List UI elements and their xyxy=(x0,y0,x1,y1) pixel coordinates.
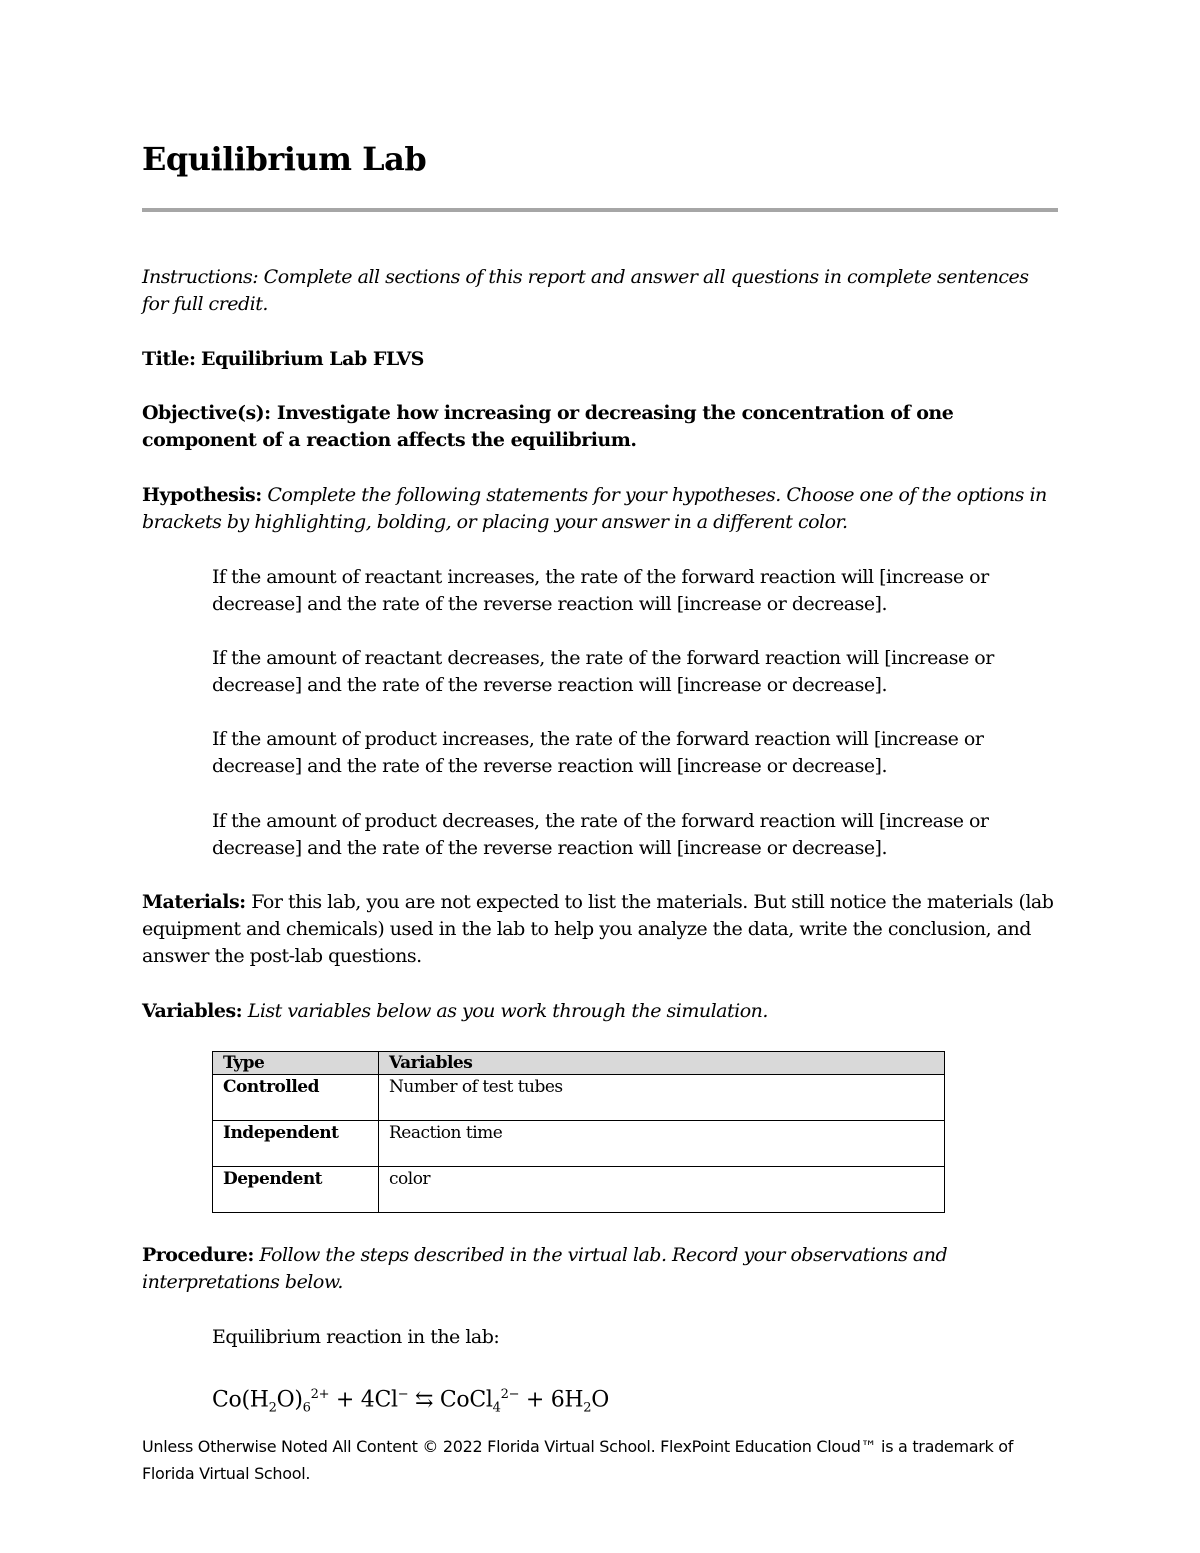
table-row xyxy=(213,1075,945,1121)
eq-superscript: 2+ xyxy=(310,1387,330,1402)
objective-label: Objective(s): xyxy=(142,402,271,424)
eq-part: O) xyxy=(276,1387,303,1413)
eq-subscript: 4 xyxy=(492,1400,501,1416)
table-header-row xyxy=(213,1052,945,1075)
table-cell-type: Independent xyxy=(213,1121,379,1167)
eq-part: + 6H xyxy=(519,1387,584,1413)
equilibrium-equation xyxy=(212,1378,609,1426)
table-header-variables: Variables xyxy=(379,1052,945,1075)
eq-part: O xyxy=(591,1387,610,1413)
hypothesis-text: Complete the following statements for your hypotheses. Choose one of the options in brackets by highlighting, bolding, or placing your answer in a different color. xyxy=(142,484,1047,533)
table-cell-value: Number of test tubes xyxy=(379,1075,945,1121)
materials-text: For this lab, you are not expected to list the materials. But still notice the materials (lab equipment and chemicals) used in the lab to help you analyze the data, write the conclusion, and answer the post-lab questions. xyxy=(142,891,1054,967)
procedure xyxy=(142,1242,1058,1296)
table-cell-value: color xyxy=(379,1167,945,1213)
variables-table xyxy=(212,1051,945,1213)
instructions: Instructions: Complete all sections of this report and answer all questions in complete sentences for full credit. xyxy=(142,266,1029,315)
table-cell-value: Reaction time xyxy=(379,1121,945,1167)
table-header-type: Type xyxy=(213,1052,379,1075)
hypothesis-label: Hypothesis: xyxy=(142,484,262,506)
title-value: Equilibrium Lab FLVS xyxy=(201,348,424,370)
table-row xyxy=(213,1167,945,1213)
eq-subscript: 2 xyxy=(268,1400,277,1416)
eq-superscript: − xyxy=(397,1387,409,1402)
table-row xyxy=(213,1121,945,1167)
hypothesis-statement: If the amount of product decreases, the rate of the forward reaction will [increase or decrease] and the rate of the reverse reaction will [increase or decrease]. xyxy=(212,810,989,859)
table-cell-type: Dependent xyxy=(213,1167,379,1213)
hypothesis-statement: If the amount of reactant decreases, the rate of the forward reaction will [increase or decrease] and the rate of the reverse reaction will [increase or decrease]. xyxy=(212,647,994,696)
eq-subscript: 6 xyxy=(302,1400,311,1416)
title-label: Title: xyxy=(142,348,196,370)
eq-superscript: 2− xyxy=(500,1387,520,1402)
page-title: Equilibrium Lab xyxy=(142,140,427,178)
materials xyxy=(142,889,1058,970)
eq-subscript: 2 xyxy=(583,1400,592,1416)
eq-part: CoCl xyxy=(439,1387,493,1413)
variables xyxy=(142,998,1058,1025)
objective-value: Investigate how increasing or decreasing the concentration of one component of a reaction affects the equilibrium. xyxy=(142,402,954,451)
hypothesis-statement: If the amount of reactant increases, the rate of the forward reaction will [increase or decrease] and the rate of the reverse reaction will [increase or decrease]. xyxy=(212,566,989,615)
materials-label: Materials: xyxy=(142,891,246,913)
title-line xyxy=(142,346,1058,373)
eq-part: Co(H xyxy=(212,1387,269,1413)
variables-text: List variables below as you work through the simulation. xyxy=(247,1000,768,1022)
hypothesis xyxy=(142,482,1058,536)
page-footer: Unless Otherwise Noted All Content © 2022 Florida Virtual School. FlexPoint Education Cloud™ is a trademark of Florida Virtual School. xyxy=(142,1437,1014,1483)
objective xyxy=(142,400,1058,454)
title-divider xyxy=(142,208,1058,212)
procedure-label: Procedure: xyxy=(142,1244,254,1266)
equilibrium-arrow-icon: ⇆ xyxy=(408,1387,440,1413)
equation-intro: Equilibrium reaction in the lab: xyxy=(212,1326,500,1348)
table-cell-type: Controlled xyxy=(213,1075,379,1121)
hypothesis-statement: If the amount of product increases, the rate of the forward reaction will [increase or decrease] and the rate of the reverse reaction will [increase or decrease]. xyxy=(212,728,984,777)
variables-label: Variables: xyxy=(142,1000,243,1022)
procedure-text: Follow the steps described in the virtual lab. Record your observations and interpretations below. xyxy=(142,1244,948,1293)
eq-part: + 4Cl xyxy=(329,1387,398,1413)
